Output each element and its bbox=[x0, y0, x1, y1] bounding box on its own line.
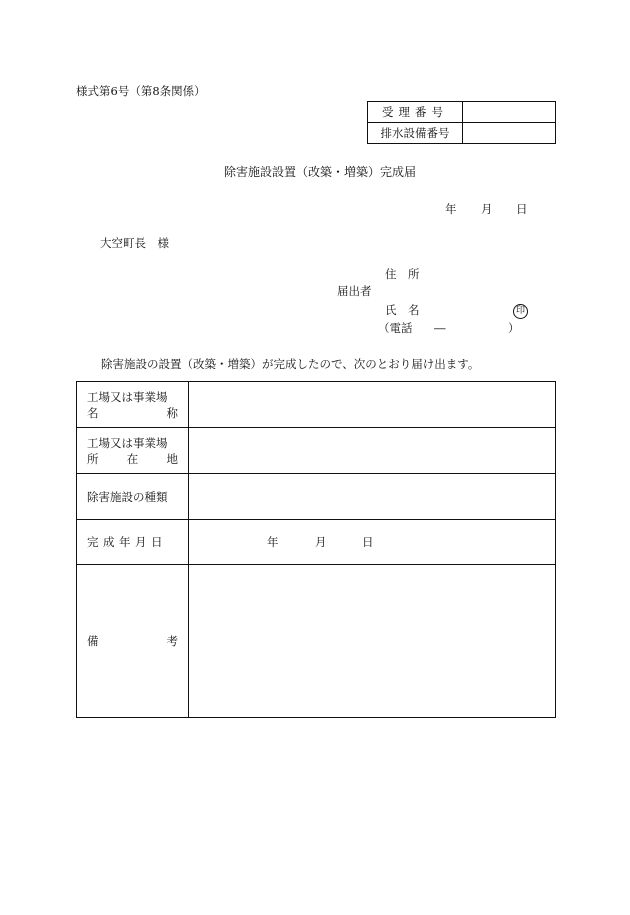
facility-location-char: 在 bbox=[126, 451, 139, 466]
completion-year: 年 bbox=[267, 535, 279, 549]
address-label: 住 所 bbox=[385, 267, 420, 281]
remarks-char: 考 bbox=[166, 634, 178, 648]
date-month: 月 bbox=[481, 202, 493, 216]
seal-icon: 印 bbox=[513, 304, 528, 319]
phone-label: （電話 bbox=[378, 321, 413, 335]
addressee: 大空町長 様 bbox=[100, 236, 169, 250]
table-row bbox=[77, 565, 556, 718]
facility-location-line2 bbox=[87, 451, 188, 467]
remarks-field[interactable] bbox=[189, 565, 556, 718]
facility-name-char: 称 bbox=[166, 405, 178, 420]
completion-day: 日 bbox=[362, 535, 374, 549]
completion-date-field[interactable] bbox=[189, 520, 556, 565]
reception-row bbox=[368, 123, 556, 144]
facility-name-char: 名 bbox=[87, 405, 99, 420]
reception-table bbox=[367, 101, 556, 144]
name-label: 氏 名 bbox=[385, 303, 420, 317]
facility-location-line1: 工場又は事業場 bbox=[87, 435, 168, 450]
facility-name-label bbox=[77, 382, 189, 428]
completion-date-label: 完成年月日 bbox=[77, 520, 189, 565]
drainage-number-label: 排水設備番号 bbox=[368, 123, 463, 144]
table-row bbox=[77, 428, 556, 474]
remarks-label bbox=[77, 565, 189, 718]
facility-name-field[interactable] bbox=[189, 382, 556, 428]
applicant-role-label: 届出者 bbox=[337, 284, 372, 298]
reception-number-field[interactable] bbox=[463, 102, 556, 123]
facility-name-line2 bbox=[87, 405, 188, 421]
document-title: 除害施設設置（改築・増築）完成届 bbox=[224, 165, 417, 179]
facility-location-char: 地 bbox=[166, 451, 178, 466]
phone-dash: ― bbox=[434, 321, 446, 335]
facility-name-line1: 工場又は事業場 bbox=[87, 389, 168, 404]
date-year: 年 bbox=[445, 202, 457, 216]
table-row bbox=[77, 474, 556, 520]
details-table bbox=[76, 381, 556, 718]
reception-row bbox=[368, 102, 556, 123]
drainage-number-field[interactable] bbox=[463, 123, 556, 144]
date-day: 日 bbox=[516, 202, 528, 216]
form-number: 様式第6号（第8条関係） bbox=[76, 84, 206, 98]
statement-text: 除害施設の設置（改築・増築）が完成したので、次のとおり届け出ます。 bbox=[101, 357, 480, 371]
facility-location-field[interactable] bbox=[189, 428, 556, 474]
table-row bbox=[77, 382, 556, 428]
facility-type-field[interactable] bbox=[189, 474, 556, 520]
reception-number-label: 受理番号 bbox=[368, 102, 463, 123]
facility-type-label: 除害施設の種類 bbox=[77, 474, 189, 520]
facility-location-label bbox=[77, 428, 189, 474]
remarks-char: 備 bbox=[87, 634, 99, 648]
table-row bbox=[77, 520, 556, 565]
phone-close: ） bbox=[508, 321, 520, 335]
completion-month: 月 bbox=[315, 535, 327, 549]
remarks-label-text bbox=[87, 633, 188, 649]
facility-location-char: 所 bbox=[87, 451, 99, 466]
